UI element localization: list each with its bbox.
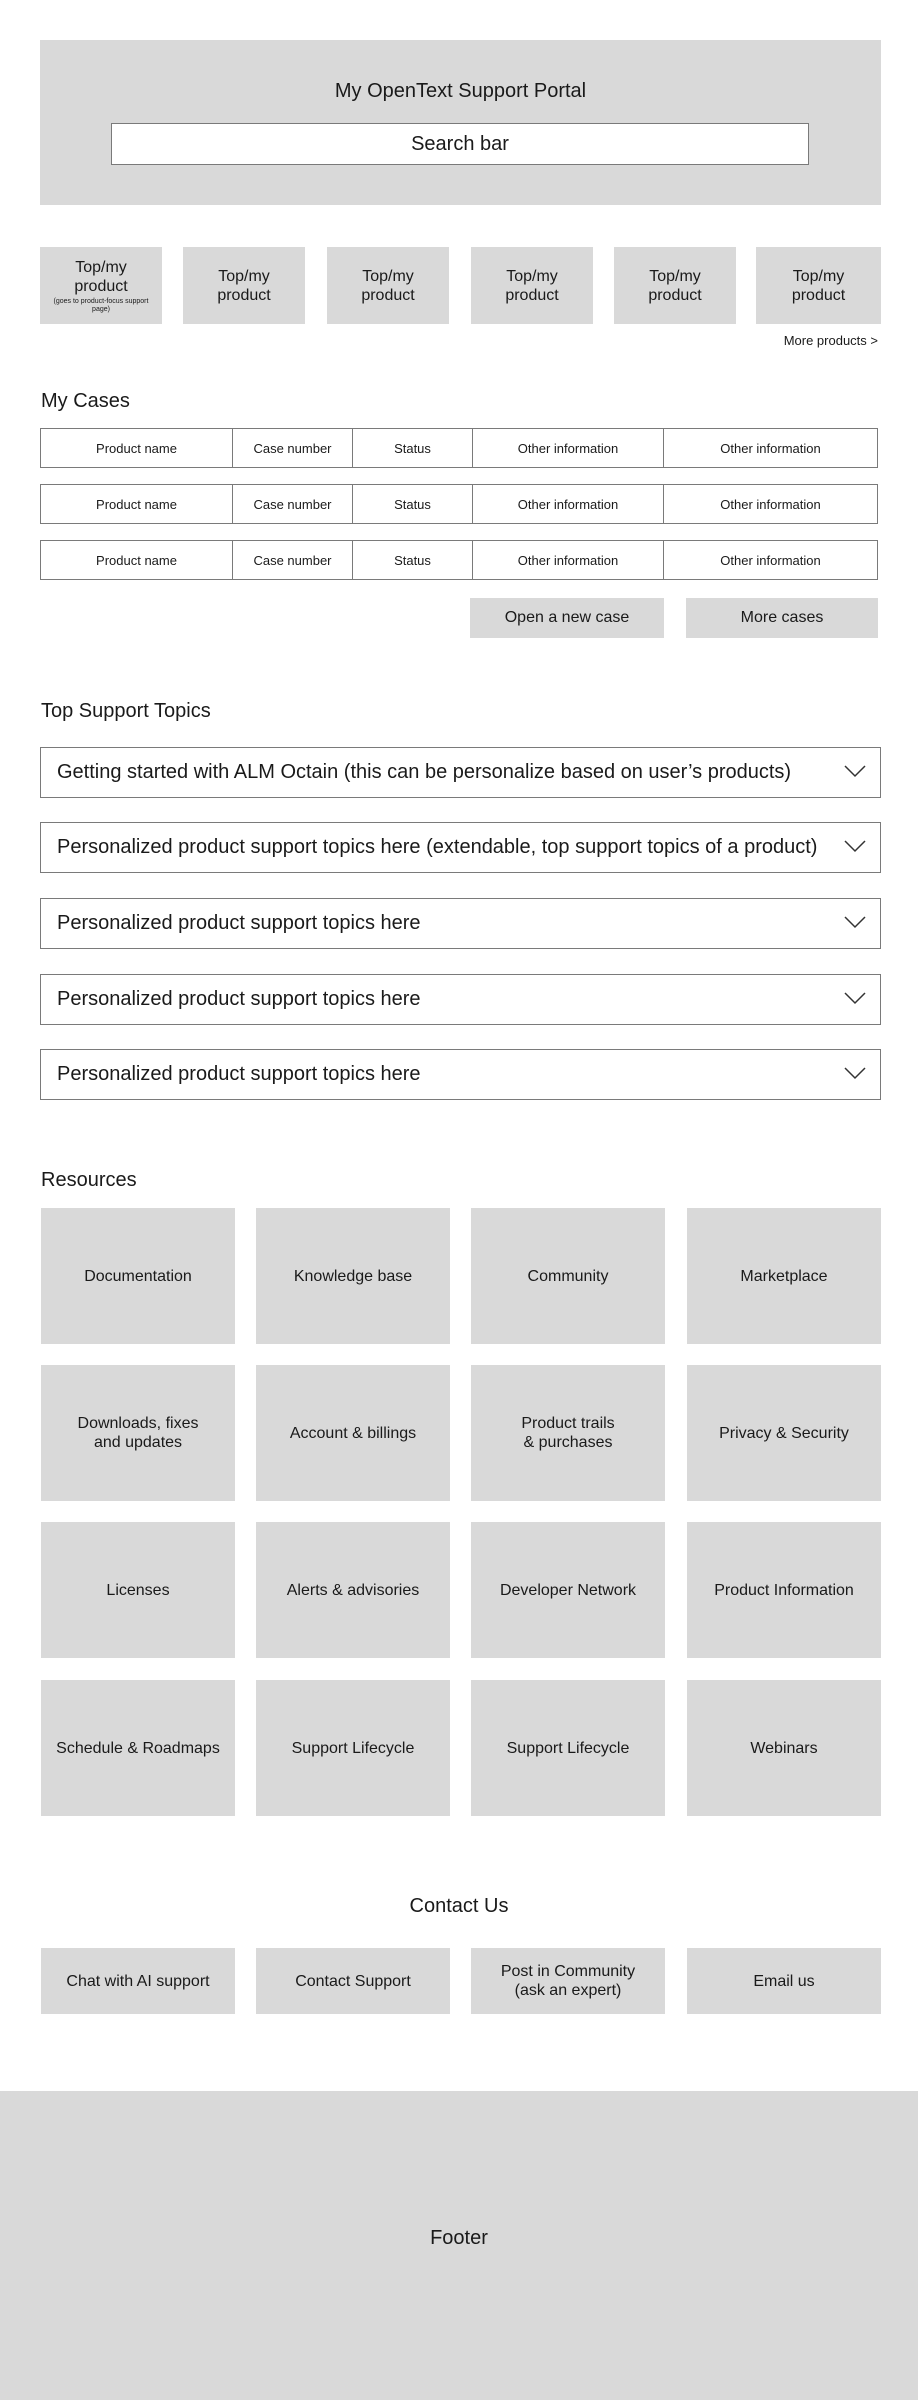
hero-banner: [40, 40, 881, 205]
product-tile[interactable]: [614, 247, 736, 324]
case-row[interactable]: [40, 428, 878, 468]
resource-tile-alerts-advisories[interactable]: [256, 1522, 450, 1658]
resource-label: Marketplace: [740, 1267, 828, 1285]
product-label: Top/my product: [361, 267, 415, 304]
resource-tile-privacy-security[interactable]: [687, 1365, 881, 1501]
product-note: (goes to product-focus support page): [53, 297, 149, 313]
case-other-info: Other information: [720, 496, 821, 512]
resources-heading: Resources: [41, 1169, 137, 1191]
resource-label: Licenses: [106, 1581, 170, 1599]
top-support-topics-heading: Top Support Topics: [41, 700, 211, 722]
case-other-info: Other information: [473, 485, 664, 523]
case-product-name: Product name: [41, 541, 233, 579]
product-tile[interactable]: [327, 247, 449, 324]
case-other-info: Other information: [720, 552, 821, 568]
chevron-down-icon: [844, 1066, 866, 1080]
case-status: Status: [353, 485, 473, 523]
resource-label: Privacy & Security: [719, 1424, 849, 1442]
chevron-down-icon: [844, 991, 866, 1005]
email-us-button[interactable]: [687, 1948, 881, 2014]
product-tile[interactable]: [756, 247, 881, 324]
resource-label: Product trails & purchases: [521, 1415, 615, 1451]
support-topic-label: Personalized product support topics here: [57, 988, 421, 1010]
case-number: Case number: [233, 485, 353, 523]
product-label: Top/my product: [648, 267, 702, 304]
case-row[interactable]: [40, 540, 878, 580]
support-topic-accordion[interactable]: [40, 822, 881, 873]
resource-label: Product Information: [714, 1581, 854, 1599]
resource-label: Alerts & advisories: [286, 1581, 420, 1599]
footer: [0, 2091, 918, 2400]
product-label: Top/my product: [505, 267, 559, 304]
product-tile[interactable]: [40, 247, 162, 324]
resource-label: Downloads, fixes and updates: [77, 1415, 199, 1451]
resource-label: Schedule & Roadmaps: [56, 1739, 220, 1757]
support-topic-label: Personalized product support topics here: [57, 912, 421, 934]
resource-tile-knowledge-base[interactable]: [256, 1208, 450, 1344]
support-topic-label: Personalized product support topics here (extendable, top support topics of a product): [57, 836, 818, 858]
resource-label: Documentation: [84, 1267, 192, 1285]
resource-tile-webinars[interactable]: [687, 1680, 881, 1816]
case-product-name: Product name: [41, 485, 233, 523]
product-label: Top/my product: [791, 267, 846, 304]
resource-tile-developer-network[interactable]: [471, 1522, 665, 1658]
contact-label: Contact Support: [295, 1972, 411, 1990]
case-product-name: Product name: [41, 429, 233, 467]
resource-tile-support-lifecycle[interactable]: [471, 1680, 665, 1816]
support-topic-accordion[interactable]: [40, 1049, 881, 1100]
case-row[interactable]: [40, 484, 878, 524]
more-products-link[interactable]: More products >: [783, 333, 878, 348]
portal-title: My OpenText Support Portal: [334, 80, 587, 102]
contact-support-button[interactable]: [256, 1948, 450, 2014]
product-label: Top/my product: [217, 267, 271, 304]
resource-tile-account-billings[interactable]: [256, 1365, 450, 1501]
product-tile[interactable]: [183, 247, 305, 324]
resource-label: Support Lifecycle: [291, 1739, 415, 1757]
resource-tile-licenses[interactable]: [41, 1522, 235, 1658]
contact-label: Chat with AI support: [66, 1972, 210, 1990]
contact-us-heading: Contact Us: [409, 1895, 509, 1917]
resource-tile-downloads[interactable]: [41, 1365, 235, 1501]
open-new-case-button[interactable]: Open a new case: [470, 598, 664, 638]
resource-label: Developer Network: [499, 1581, 637, 1599]
resource-tile-support-lifecycle[interactable]: [256, 1680, 450, 1816]
product-label: Top/my product: [74, 258, 128, 295]
chevron-down-icon: [844, 839, 866, 853]
case-other-info: Other information: [473, 429, 664, 467]
resource-tile-product-information[interactable]: [687, 1522, 881, 1658]
resource-label: Community: [527, 1267, 609, 1285]
support-topic-accordion[interactable]: [40, 974, 881, 1025]
resource-label: Support Lifecycle: [506, 1739, 630, 1757]
case-number: Case number: [233, 429, 353, 467]
my-cases-heading: My Cases: [41, 390, 130, 412]
footer-label: Footer: [430, 2227, 488, 2249]
resource-tile-community[interactable]: [471, 1208, 665, 1344]
chevron-down-icon: [844, 764, 866, 778]
support-topic-accordion[interactable]: [40, 898, 881, 949]
resource-tile-marketplace[interactable]: [687, 1208, 881, 1344]
product-tile[interactable]: [471, 247, 593, 324]
post-in-community-button[interactable]: [471, 1948, 665, 2014]
resource-label: Account & billings: [289, 1424, 417, 1442]
chat-ai-support-button[interactable]: [41, 1948, 235, 2014]
resource-label: Knowledge base: [293, 1267, 413, 1285]
case-status: Status: [353, 429, 473, 467]
search-input[interactable]: [111, 123, 809, 165]
resource-tile-product-trials[interactable]: [471, 1365, 665, 1501]
resource-tile-documentation[interactable]: [41, 1208, 235, 1344]
more-cases-button[interactable]: More cases: [686, 598, 878, 638]
case-other-info: Other information: [473, 541, 664, 579]
support-topic-accordion[interactable]: [40, 747, 881, 798]
support-topic-label: Getting started with ALM Octain (this can be personalize based on user’s products): [57, 761, 792, 783]
case-number: Case number: [233, 541, 353, 579]
chevron-down-icon: [844, 915, 866, 929]
contact-label: Post in Community (ask an expert): [500, 1963, 636, 1999]
resource-tile-schedule-roadmaps[interactable]: [41, 1680, 235, 1816]
contact-label: Email us: [753, 1972, 815, 1990]
case-status: Status: [353, 541, 473, 579]
case-other-info: Other information: [720, 440, 821, 456]
support-topic-label: Personalized product support topics here: [57, 1063, 421, 1085]
resource-label: Webinars: [750, 1739, 818, 1757]
